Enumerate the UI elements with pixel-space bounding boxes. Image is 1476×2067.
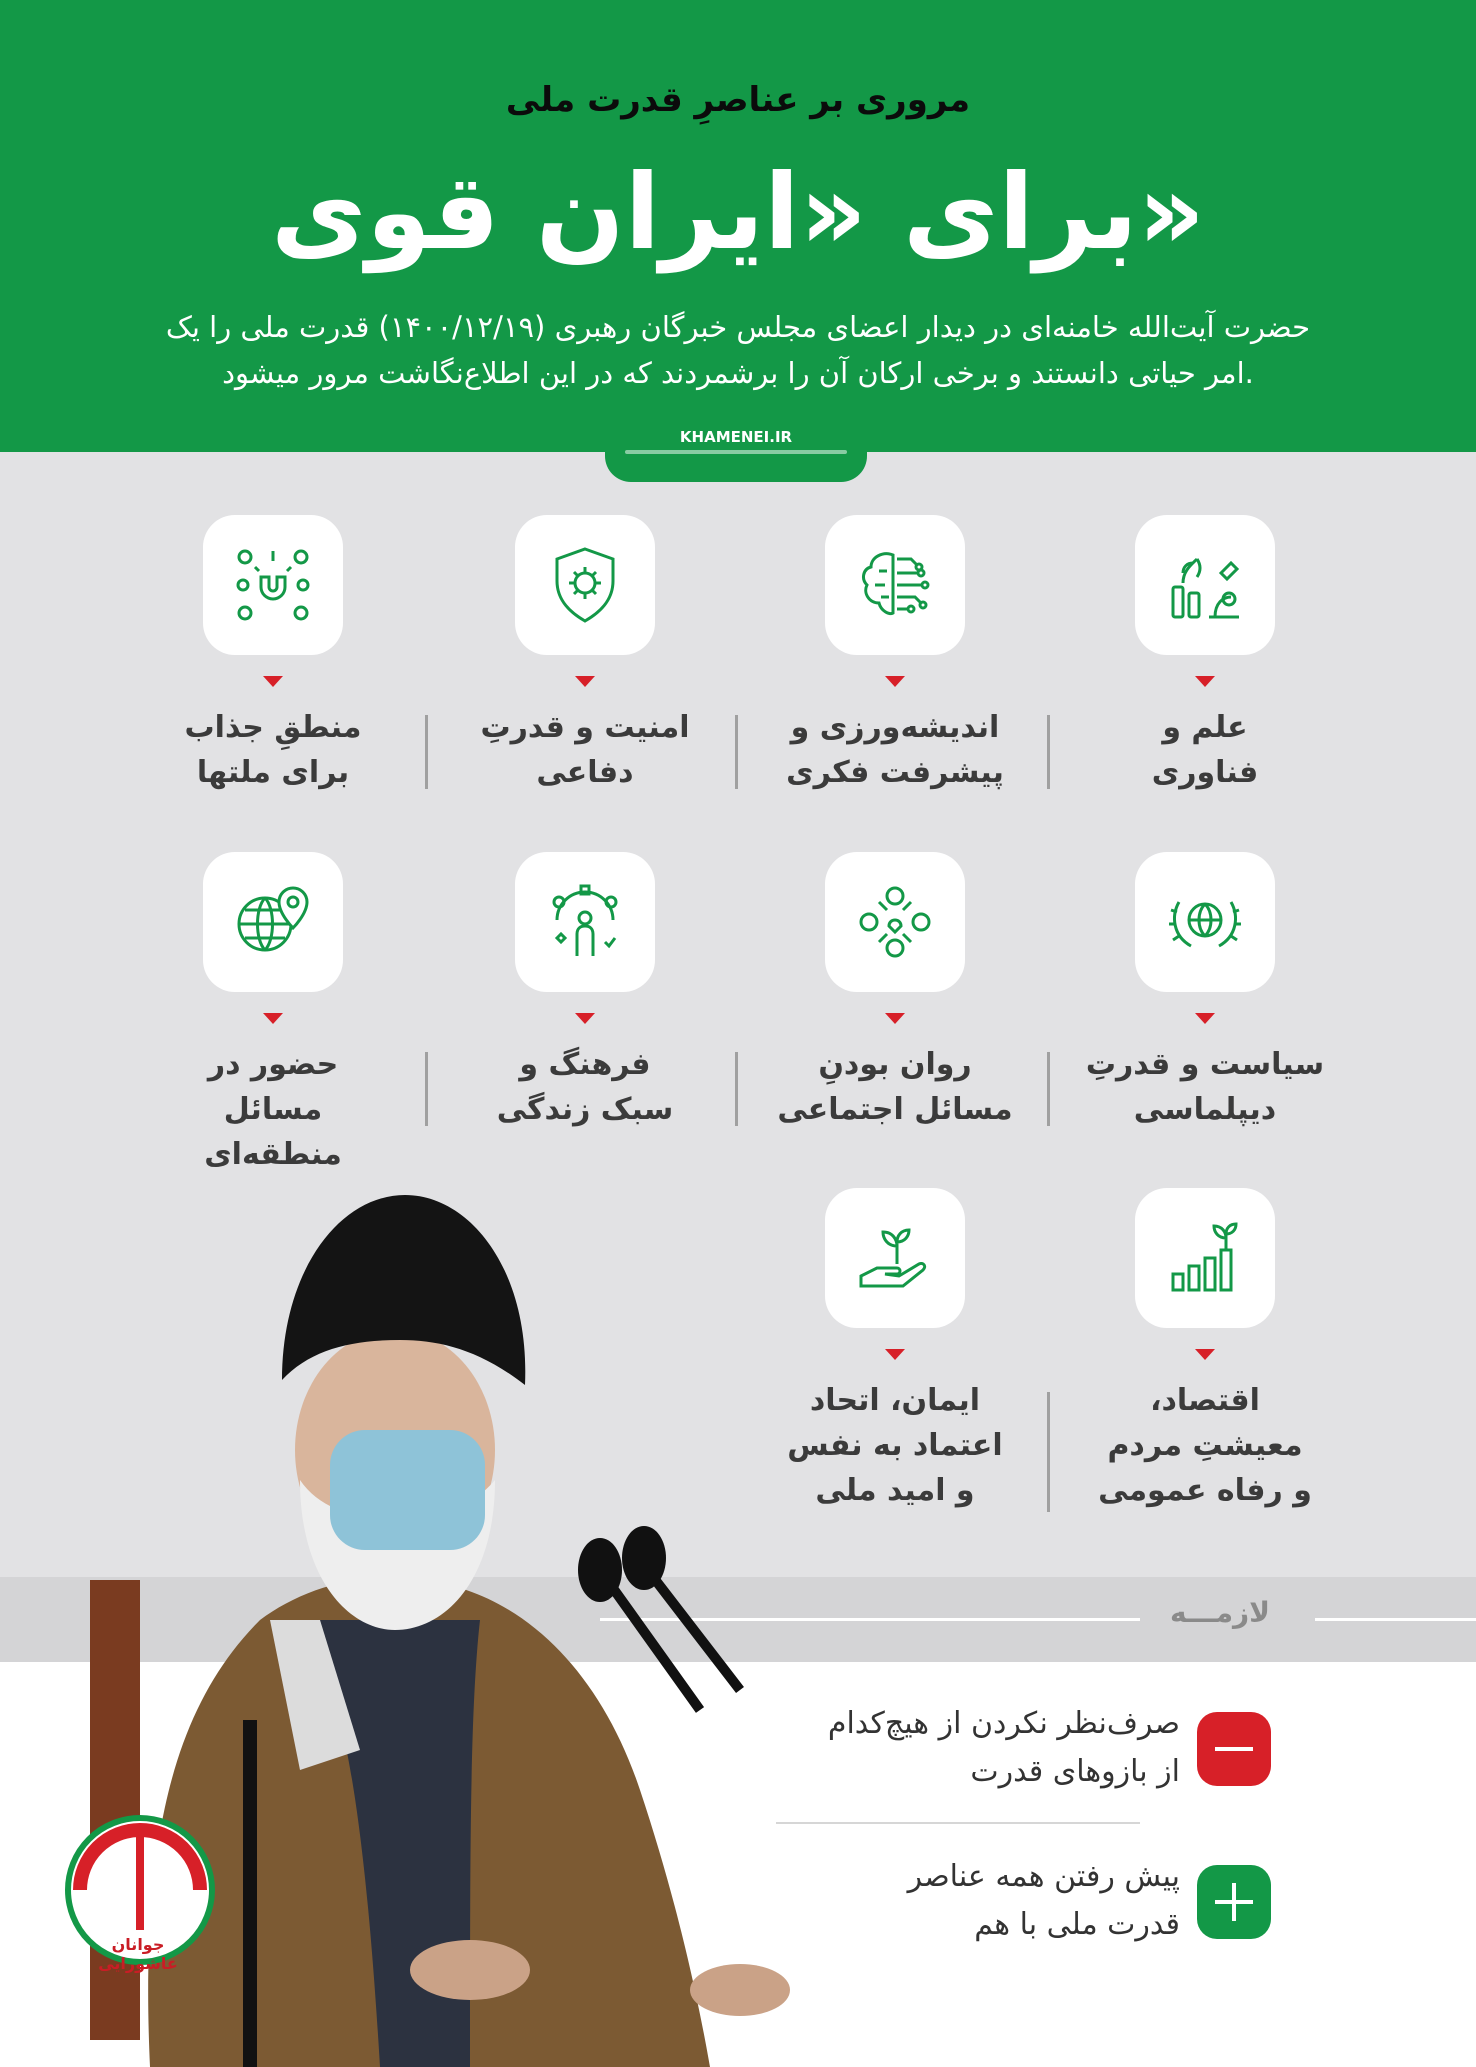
element-label-science: علم و فناوری [1151,710,1259,790]
pointer-triangle [1195,1349,1215,1360]
element-card-science [1135,515,1275,655]
lazemeh-item-2: پیش رفتن همه عناصر قدرت ملی با هم [907,1859,1180,1942]
hand-sprout-icon [853,1216,937,1300]
separator [1047,715,1050,789]
growth-chart-icon [1163,1216,1247,1300]
pointer-triangle [1195,676,1215,687]
separator [1047,1392,1050,1512]
element-label-logic: منطقِ جذاب برای ملتها [184,710,362,790]
pointer-triangle [885,1349,905,1360]
separator [425,1052,428,1126]
logo-text: جوانان عاشورایی [98,1935,178,1973]
microphone [622,1526,666,1590]
pointer-triangle [575,1013,595,1024]
element-card-culture [515,852,655,992]
lazemeh-title: لازمـــه [1170,1596,1270,1629]
globe-laurel-icon [1163,880,1247,964]
element-card-security [515,515,655,655]
element-label-faith: ایمان، اتحاد اعتماد به نفس و امید ملی [787,1383,1003,1508]
element-card-diplomacy [1135,852,1275,992]
element-card-thought [825,515,965,655]
shield-virus-icon [543,543,627,627]
microphone-stands [600,1560,740,1710]
element-card-logic [203,515,343,655]
person-culture-icon [543,880,627,964]
pointer-triangle [885,1013,905,1024]
pointer-triangle [885,676,905,687]
separator [735,1052,738,1126]
intro-text: حضرت آیت‌الله خامنه‌ای در دیدار اعضای مجلس خبرگان رهبری (۱۴۰۰/۱۲/۱۹) قدرت ملی را یک امر حیاتی دانستند و برخی ارکان آن را برشمردند که در این اطلاع‌نگاشت مرور میشود. [165,310,1311,390]
element-label-social: روان بودنِ مسائل اجتماعی [777,1047,1013,1127]
element-card-regional [203,852,343,992]
hand [690,1964,790,2016]
separator [735,715,738,789]
pointer-triangle [1195,1013,1215,1024]
science-technology-icon [1163,543,1247,627]
element-label-culture: فرهنگ و سبک زندگی [496,1047,674,1127]
brain-circuit-icon [853,543,937,627]
brand-underline [625,450,847,454]
brand-logo-text: KHAMENEI.IR [679,428,793,446]
separator [1047,1052,1050,1126]
minus-icon [1197,1712,1271,1786]
lazemeh-line-right [1315,1618,1476,1621]
element-label-security: امنیت و قدرتِ دفاعی [480,710,690,790]
lazemeh-item-1: صرف‌نظر نکردن از هیچ‌کدام از بازوهای قدرت [827,1706,1180,1789]
page-kicker: مروری بر عناصرِ قدرت ملی [505,80,971,120]
brand-tab [605,410,867,482]
element-label-regional: حضور در مسائل منطقه‌ای [204,1047,342,1172]
pointer-triangle [575,676,595,687]
magnet-people-icon [231,543,315,627]
pointer-triangle [263,676,283,687]
element-label-economy: اقتصاد، معیشتِ مردم و رفاه عمومی [1098,1383,1312,1508]
separator [425,715,428,789]
people-network-icon [853,880,937,964]
element-card-economy [1135,1188,1275,1328]
globe-pin-icon [231,880,315,964]
plus-icon [1197,1865,1271,1939]
element-card-social [825,852,965,992]
element-label-thought: اندیشه‌ورزی و پیشرفت فکری [786,710,1004,790]
page-title: برای «ایران قوی» [271,151,1205,273]
pointer-triangle [263,1013,283,1024]
hand [410,1940,530,2000]
microphone [578,1538,622,1602]
element-label-diplomacy: سیاست و قدرتِ دیپلماسی [1085,1047,1325,1127]
face-mask [330,1430,485,1550]
